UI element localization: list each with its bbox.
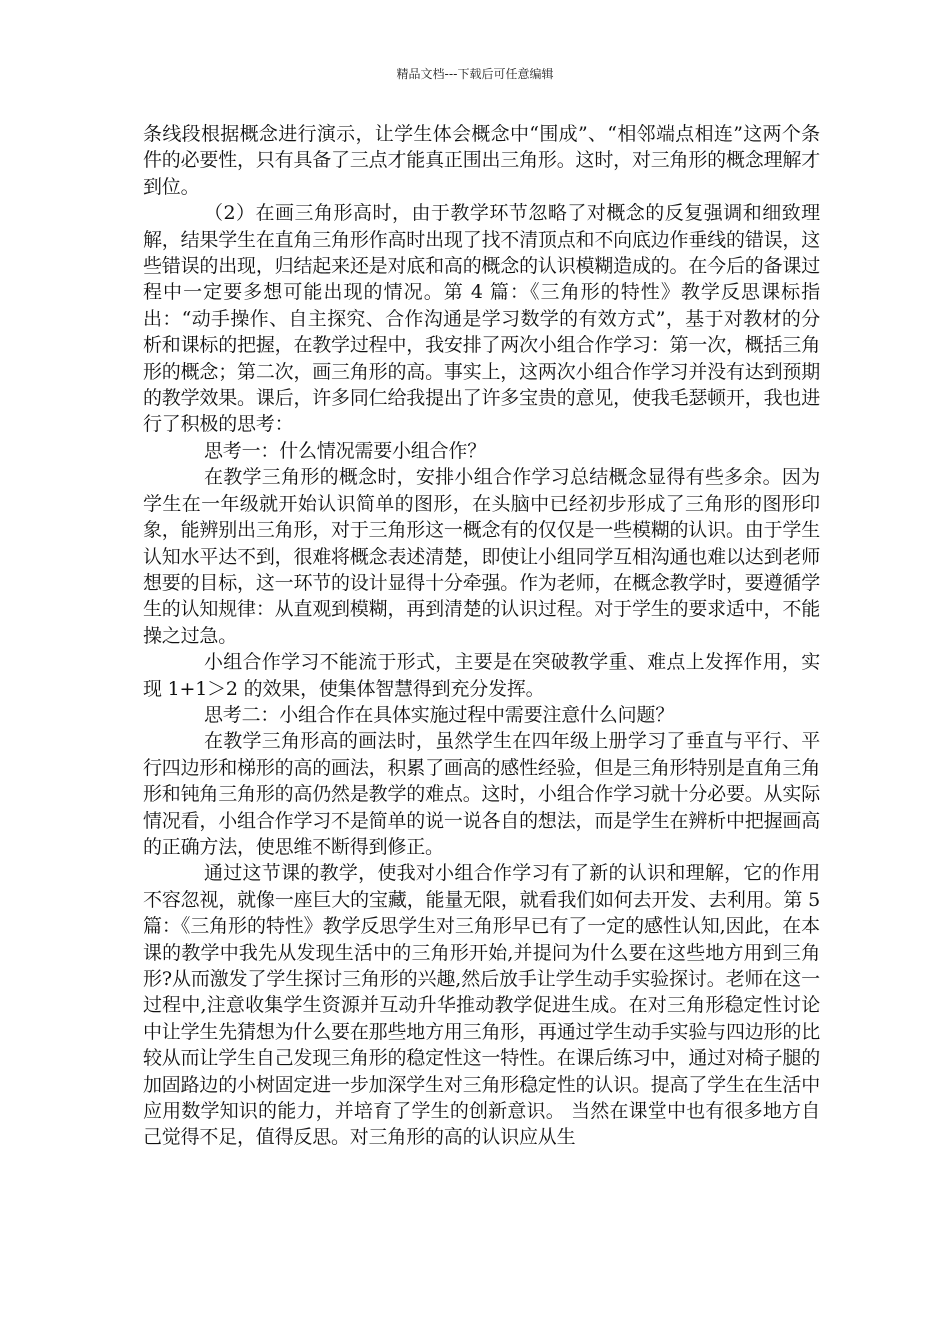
paragraph-8: 通过这节课的教学，使我对小组合作学习有了新的认识和理解，它的作用不容忽视，就像一座巨大的宝藏，能量无限，就看我们如何去开发、去利用。第 5 篇：《三角形的特性》教学反思学生对三角形早已有了一定的感性认知,因此，在本课的教学中我先从发现生活中的三角形开始,并提问为什么要在这些地方用到三角形?从而激发了学生探讨三角形的兴趣,然后放手让学生动手实验探讨。老师在这一过程中,注意收集学生资源并互动升华推动教学促进生成。在对三角形稳定性讨论中让学生先猜想为什么要在那些地方用三角形，再通过学生动手实验与四边形的比较从而让学生自己发现三角形的稳定性这一特性。在课后练习中，通过对椅子腿的加固路边的小树固定进一步加深学生对三角形稳定性的认识。提高了学生在生活中应用数学知识的能力，并培育了学生的创新意识。 当然在课堂中也有很多地方自己觉得不足，值得反思。对三角形的高的认识应从生 xyxy=(143,862,820,1149)
paragraph-6: 思考二：小组合作在具体实施过程中需要注意什么问题？ xyxy=(204,703,675,726)
paragraph-1: 条线段根据概念进行演示，让学生体会概念中“围成”、“相邻端点相连”这两个条件的必要性，只有具备了三点才能真正围出三角形。这时，对三角形的概念理解才到位。 xyxy=(143,123,820,198)
paragraph-2: （2）在画三角形高时，由于教学环节忽略了对概念的反复强调和细致理解，结果学生在直角三角形作高时出现了找不清顶点和不向底边作垂线的错误，这些错误的出现，归结起来还是对底和高的概念的认识模糊造成的。在今后的备课过程中一定要多想可能出现的情况。第 4 篇：《三角形的特性》教学反思课标指出：“动手操作、自主探究、合作沟通是学习数学的有效方式”，基于对教材的分析和课标的把握，在教学过程中，我安排了两次小组合作学习：第一次，概括三角形的概念；第二次，画三角形的高。事实上，这两次小组合作学习并没有达到预期的教学效果。课后，许多同仁给我提出了许多宝贵的意见，使我毛瑟顿开，我也进行了积极的思考： xyxy=(143,202,820,436)
paragraph-4: 在教学三角形的概念时，安排小组合作学习总结概念显得有些多余。因为学生在一年级就开始认识简单的图形，在头脑中已经初步形成了三角形的图形印象，能辨别出三角形，对于三角形这一概念有的仅仅是一些模糊的认识。由于学生认知水平达不到，很难将概念表述清楚，即使让小组同学互相沟通也难以达到老师想要的目标，这一环节的设计显得十分牵强。作为老师，在概念教学时，要遵循学生的认知规律：从直观到模糊，再到清楚的认识过程。对于学生的要求适中，不能操之过急。 xyxy=(143,466,820,647)
paragraph-3: 思考一：什么情况需要小组合作？ xyxy=(204,439,487,462)
paragraph-7: 在教学三角形高的画法时，虽然学生在四年级上册学习了垂直与平行、平行四边形和梯形的高的画法，积累了画高的感性经验，但是三角形特别是直角三角形和钝角三角形的高仍然是教学的难点。这时，小组合作学习就十分必要。从实际情况看，小组合作学习不是简单的说一说各自的想法，而是学生在辨析中把握画高的正确方法，使思维不断得到修正。 xyxy=(143,730,820,858)
page-header: 精品文档---下载后可任意编辑 xyxy=(396,67,554,81)
document-body xyxy=(143,121,820,1151)
paragraph-5: 小组合作学习不能流于形式，主要是在突破教学重、难点上发挥作用，实现 1+1＞2 的效果，使集体智慧得到充分发挥。 xyxy=(143,651,820,700)
